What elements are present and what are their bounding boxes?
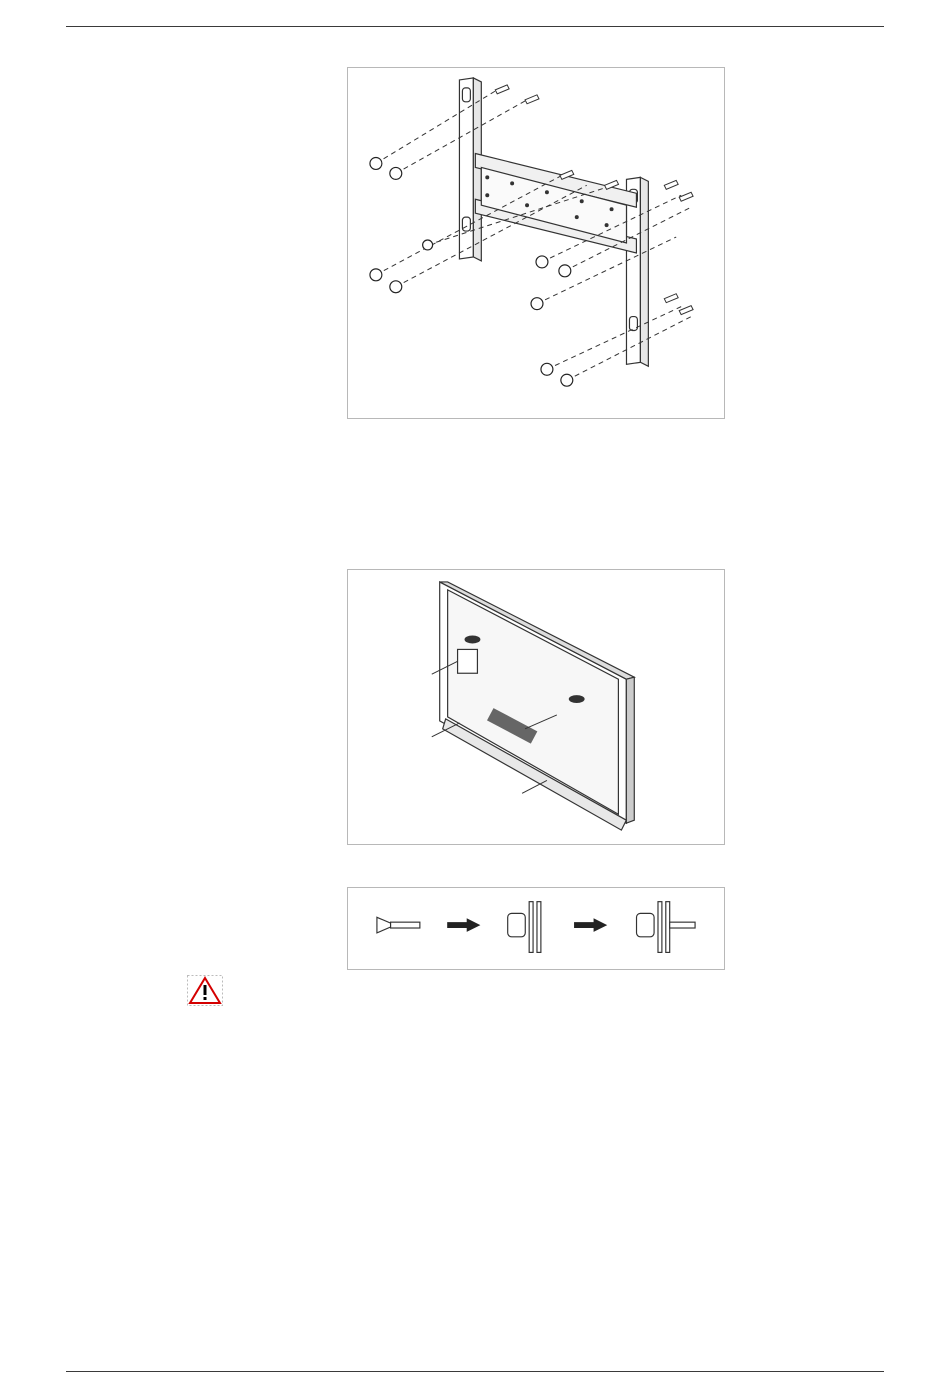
tv-rear-illustration xyxy=(348,570,724,844)
screw-sequence-illustration xyxy=(348,888,724,969)
wall-bracket-illustration xyxy=(348,68,724,418)
screw-sequence-figure xyxy=(347,887,725,970)
header-rule xyxy=(66,26,884,27)
warning-triangle-icon xyxy=(187,975,223,1006)
tv-rear-figure xyxy=(347,569,725,845)
wall-bracket-figure xyxy=(347,67,725,419)
footer-rule xyxy=(66,1371,884,1372)
